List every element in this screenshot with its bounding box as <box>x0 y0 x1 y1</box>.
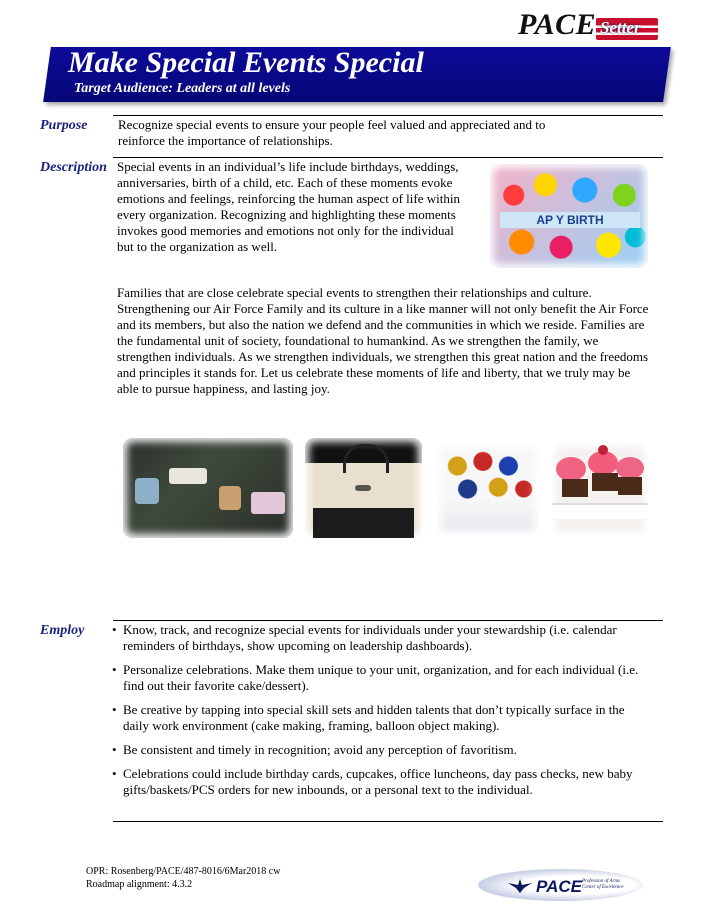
roadmap-line: Roadmap alignment: 4.3.2 <box>86 879 193 890</box>
tote-emblem <box>355 485 371 491</box>
strawberry <box>598 445 608 455</box>
employ-item: • Celebrations could include birthday cards, cupcakes, office luncheons, day pass checks, new baby gifts/baskets/PCS orders for new inbounds, or a personal text to the individual. <box>112 766 652 798</box>
tote-handle <box>343 444 389 473</box>
description-top-rule <box>113 157 663 158</box>
page-title: Make Special Events Special <box>68 46 424 79</box>
cupcake-frosting <box>556 457 586 481</box>
bib-name-tag <box>169 468 207 484</box>
employ-top-rule <box>113 620 663 621</box>
purpose-label: Purpose <box>40 118 88 133</box>
logo-setter-text: Setter <box>600 18 641 37</box>
footer-logo-word: PACE <box>536 877 582 896</box>
bib-patch <box>219 486 241 510</box>
cupcake-base <box>592 473 618 491</box>
pace-setter-logo <box>518 8 668 42</box>
employ-item: • Be creative by tapping into special skill sets and hidden talents that don’t typically surface in the daily work environment (cake making, framing, balloon object making). <box>112 702 652 734</box>
description-para1: Special events in an individual’s life include birthdays, weddings, anniversaries, birth of a child, etc. Each of these moments evoke emotions and feelings, reinforcing the human aspect of life within every organization. Recognizing and highlighting these moments invokes good memories and emotions not only for the individual but to the organization as well. <box>117 159 460 254</box>
cake-stand <box>552 503 648 519</box>
pace-coe-logo <box>478 869 643 901</box>
tote-base <box>313 508 414 538</box>
tote-bag-photo <box>305 438 422 538</box>
employ-bottom-rule <box>113 821 663 822</box>
birthday-banner: AP Y BIRTH <box>500 212 640 228</box>
purpose-text: Recognize special events to ensure your people feel valued and appreciated and to reinforce the importance of relationships. <box>118 117 546 148</box>
cupcake-frosting <box>616 457 644 479</box>
footer-logo-sub: Profession of Arms Center of Excellence <box>582 879 624 890</box>
logo-flag <box>596 18 658 40</box>
cupcake-base <box>562 479 588 497</box>
footer-info <box>86 865 280 891</box>
cupcakes-photo <box>552 443 648 535</box>
opr-line: OPR: Rosenberg/PACE/487-8016/6Mar2018 cw <box>86 866 281 877</box>
logo-word: PACE <box>518 8 597 41</box>
description-para2: Families that are close celebrate special events to strengthen their relationships and culture. Strengthening our Air Force Family and its culture in a like manner will not only benefit the Air Force and its members, but also the nation we defend and the communities in which we reside. Families are the fundamental unit of society, foundational to humankind. As we strengthen the family, we strengthen individuals. As we strengthen individuals, we strengthen this great nation and the freedoms and principles it stands for. Let us celebrate these moments of life and liberty, that we truly may be able to pursue happiness, and lasting joy. <box>117 285 649 396</box>
cupcake-base <box>618 477 642 495</box>
air-force-wing-icon <box>508 879 532 893</box>
bib-name-tag <box>251 492 285 514</box>
bib-patch <box>135 478 159 504</box>
employ-list <box>112 622 652 806</box>
page-subtitle: Target Audience: Leaders at all levels <box>74 81 291 96</box>
employ-item: • Be consistent and timely in recognition; avoid any perception of favoritism. <box>112 742 652 758</box>
employ-label: Employ <box>40 623 85 638</box>
birthday-balloons-photo <box>490 164 648 268</box>
employ-item: • Personalize celebrations. Make them unique to your unit, organization, and for each individual (i.e. find out their favorite cake/dessert). <box>112 662 652 694</box>
employ-item: • Know, track, and recognize special events for individuals under your stewardship (i.e. calendar reminders of birthdays, show upcoming on leadership dashboards). <box>112 622 652 654</box>
baby-bibs-photo <box>123 438 293 538</box>
purpose-top-rule <box>113 115 663 116</box>
description-label: Description <box>40 160 107 175</box>
ribbon-bows-photo <box>437 443 539 535</box>
